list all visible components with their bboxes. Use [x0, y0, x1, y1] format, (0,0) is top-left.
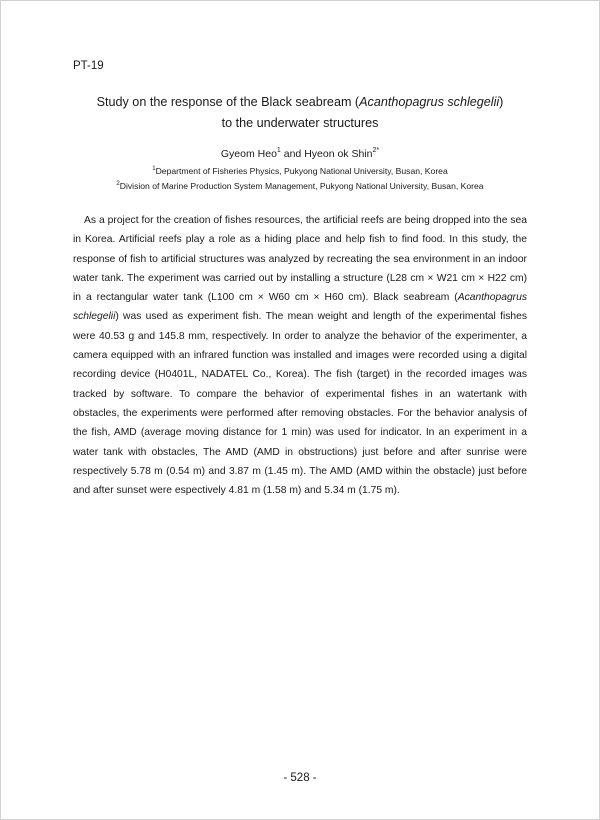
- author-conjunction: and: [280, 148, 305, 160]
- paper-code: PT-19: [73, 60, 104, 72]
- title-suffix: ): [499, 95, 504, 109]
- abstract-part-2: ) was used as experiment fish. The mean weight and length of the experimental fishes were 40.53 g and 145.8 mm, respectively. In order to analyze the behavior of the experimenter, a camera equipped with an infrared function was installed and images were recorded using a digital recording device (H0401L, NADATEL Co., Korea). The fish (target) in the recorded images was tracked by software. To compare the behavior of experimental fishes in an watertank with obstacles, the experiments were performed after removing obstacles. For the behavior analysis of the fish, AMD (average moving distance for 1 min) was used for indicator. In an experiment in a water tank with obstacles, The AMD (AMD in obstructions) just before and after sunrise were respectively 5.78 m (0.54 m) and 3.87 m (1.45 m). The AMD (AMD within the obstacle) just before and after sunset were espectively 4.81 m (1.58 m) and 5.34 m (1.75 m).: [73, 311, 527, 497]
- paper-title: [40, 92, 560, 134]
- affiliation-1-sup: 1: [152, 166, 156, 172]
- abstract-part-1: As a project for the creation of fishes resources, the artificial reefs are being dropped into the sea in Korea. Artificial reefs play a role as a hiding place and help fish to find food. In this study, the response of fish to artificial structures was analyzed by recreating the sea environment in an indoor water tank. The experiment was carried out by installing a structure (L28 cm × W21 cm × H22 cm) in a rectangular water tank (L100 cm × W60 cm × H60 cm). Black seabream (: [73, 215, 527, 304]
- affiliation-2-text: Division of Marine Production System Management, Pukyong National University, Busan, Korea: [119, 181, 484, 191]
- title-species: Acanthopagrus schlegelii: [359, 95, 500, 109]
- affiliation-2: [40, 181, 560, 192]
- title-line-1: [40, 92, 560, 113]
- title-prefix: Study on the response of the Black seabream (: [96, 95, 360, 109]
- author-1: Gyeom Heo: [220, 148, 277, 160]
- author-1-sup: 1: [276, 147, 281, 154]
- page-number: - 528 -: [283, 772, 317, 784]
- affiliation-2-sup: 2: [116, 181, 120, 187]
- affiliation-1-text: Department of Fisheries Physics, Pukyong National University, Busan, Korea: [155, 166, 448, 176]
- abstract-body: [73, 211, 527, 500]
- author-2-sup: 2*: [372, 147, 380, 154]
- author-line: [40, 148, 560, 161]
- author-2: Hyeon ok Shin: [304, 148, 373, 160]
- title-line-2: to the underwater structures: [221, 116, 379, 130]
- affiliation-1: [40, 166, 560, 177]
- abstract-species: Acanthopagrus schlegelii: [73, 292, 527, 323]
